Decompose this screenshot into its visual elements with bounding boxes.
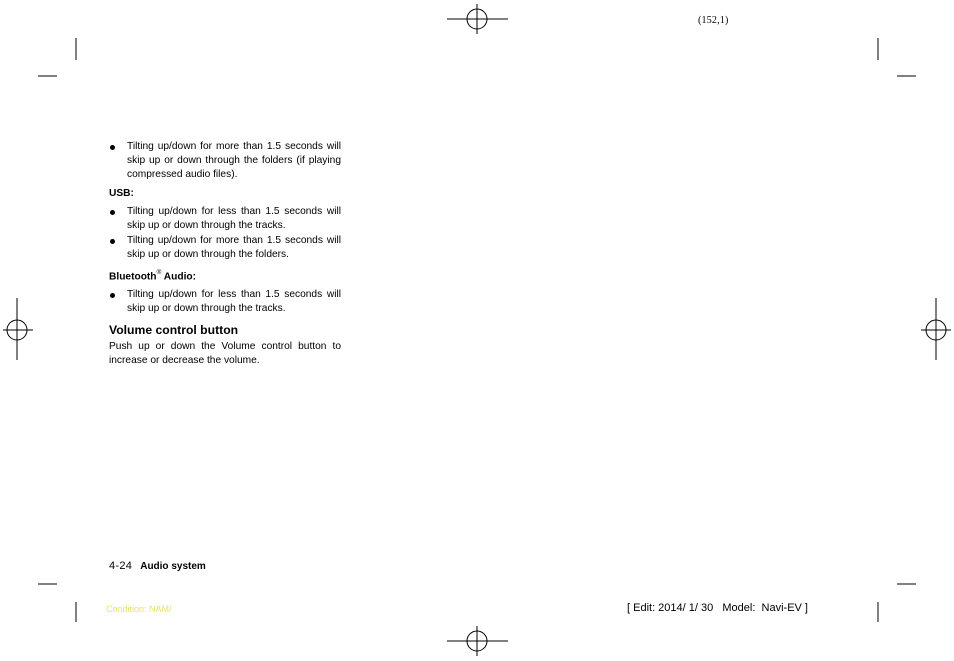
registration-mark-bottom: [447, 626, 508, 656]
edit-info: [ Edit: 2014/ 1/ 30 Model: Navi-EV ]: [627, 602, 808, 614]
list-item: Tilting up/down for more than 1.5 seconds will skip up or down through the folders.: [109, 234, 341, 262]
crop-mark-top-left: [38, 38, 76, 76]
page-id: (152,1): [698, 15, 729, 26]
bluetooth-heading: [109, 267, 341, 284]
volume-control-heading: Volume control button: [109, 323, 239, 338]
crop-mark-bottom-right: [878, 584, 916, 622]
registered-mark: ®: [156, 269, 162, 276]
usb-heading: USB:: [109, 188, 134, 199]
bluetooth-heading-name: Bluetooth: [109, 271, 157, 283]
page-number: 4-24: [109, 560, 133, 572]
page-footer: [109, 560, 206, 572]
registration-mark-left: [3, 298, 33, 360]
list-item: Tilting up/down for less than 1.5 seconds will skip up or down through the tracks.: [109, 205, 341, 233]
list-item: Tilting up/down for more than 1.5 seconds will skip up or down through the folders (if playing compressed audio files).: [109, 140, 341, 182]
condition-label: Condition: NAM/: [106, 604, 172, 614]
registration-mark-top: [447, 4, 508, 34]
list-item: Tilting up/down for less than 1.5 seconds will skip up or down through the tracks.: [109, 288, 341, 316]
crop-mark-bottom-left: [38, 584, 76, 622]
registration-mark-right: [921, 298, 951, 360]
bluetooth-bullet-list: [109, 288, 341, 316]
crop-mark-top-right: [878, 38, 916, 76]
volume-control-text: Push up or down the Volume control button to increase or decrease the volume.: [109, 341, 341, 367]
content-column: [109, 140, 341, 368]
intro-bullet-list: [109, 140, 341, 182]
usb-bullet-list: [109, 205, 341, 262]
bluetooth-heading-rest: Audio:: [161, 271, 197, 283]
section-title: Audio system: [140, 561, 206, 572]
